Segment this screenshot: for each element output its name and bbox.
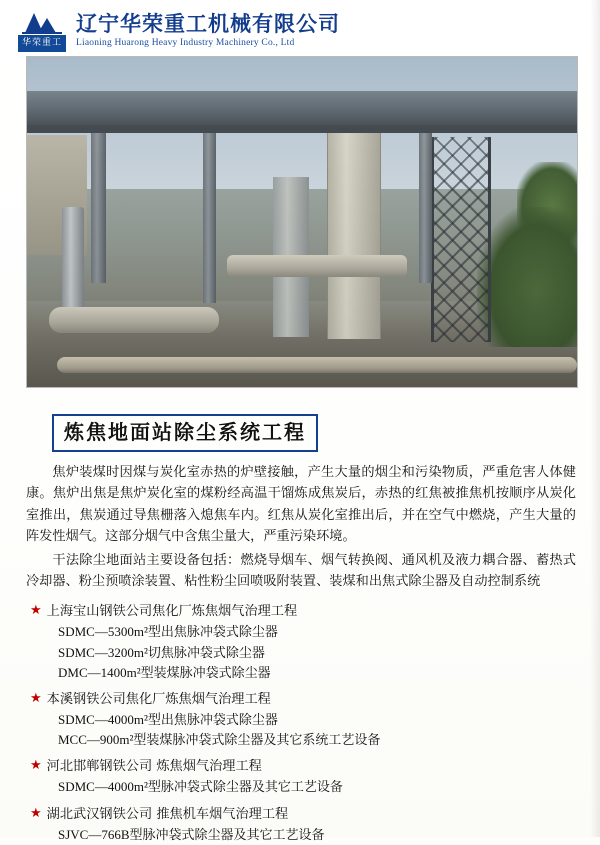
- company-logo: [18, 8, 66, 52]
- paragraph-2: 干法除尘地面站主要设备包括：燃烧导烟车、烟气转换阀、通风机及液力耦合器、蓄热式冷却器、粉尘预喷涂装置、粘性粉尘回喷吸附装置、装煤和出焦式除尘器及自动控制系统: [26, 552, 576, 589]
- project-title: 本溪钢铁公司焦化厂炼焦烟气治理工程: [46, 691, 271, 707]
- project-header: [30, 757, 576, 776]
- section-title-box: [52, 414, 318, 452]
- project-header: [30, 805, 576, 824]
- list-item: [30, 602, 576, 683]
- star-icon: ★: [30, 603, 42, 619]
- body-text: [26, 462, 576, 592]
- page-title: 炼焦地面站除尘系统工程: [64, 420, 306, 444]
- page-header: [0, 0, 600, 52]
- facility-photo: [26, 56, 578, 388]
- equipment-item: SJVC—766B型脉冲袋式除尘器及其它工艺设备: [58, 826, 325, 842]
- equipment-item: SDMC—3200m²切焦脉冲袋式除尘器: [58, 644, 265, 660]
- photo-duct: [147, 387, 577, 388]
- project-list: [30, 602, 576, 845]
- mountain-icon: [22, 9, 62, 34]
- photo-haze-overlay: [27, 57, 577, 387]
- list-item: [30, 805, 576, 845]
- project-header: [30, 690, 576, 709]
- equipment-item: SDMC—4000m²型脉冲袋式除尘器及其它工艺设备: [58, 779, 343, 795]
- equipment-item: SDMC—4000m²型出焦脉冲袋式除尘器: [58, 711, 278, 727]
- project-title: 湖北武汉钢铁公司 推焦机车烟气治理工程: [46, 806, 289, 822]
- section-title-wrap: [0, 400, 600, 452]
- star-icon: ★: [30, 758, 42, 774]
- project-equipment-list: [58, 622, 576, 682]
- list-item: [30, 757, 576, 797]
- company-name-en: Liaoning Huarong Heavy Industry Machinery Co., Ltd: [76, 38, 295, 49]
- project-equipment-list: [58, 777, 576, 797]
- project-header: [30, 602, 576, 621]
- equipment-item: MCC—900m²型装煤脉冲袋式除尘器及其它系统工艺设备: [58, 732, 381, 748]
- logo-text: 华荣重工: [18, 35, 66, 52]
- equipment-item: SDMC—5300m²型出焦脉冲袋式除尘器: [58, 624, 278, 640]
- paragraph-1: 焦炉装煤时因煤与炭化室赤热的炉壁接触，产生大量的烟尘和污染物质，严重危害人体健康。焦炉出焦是焦炉炭化室的煤粉经高温干馏炼成焦炭后，赤热的红焦被推焦机按顺序从炭化室推出，焦炭通过导焦栅落入熄焦车内。红焦从炭化室推出后，并在空气中燃烧，产生大量的阵发性烟气。这部分烟气中含焦尘量大，严重污染环境。: [26, 465, 576, 545]
- equipment-item: DMC—1400m²型装煤脉冲袋式除尘器: [58, 664, 271, 680]
- project-equipment-list: [58, 825, 576, 845]
- project-title: 河北邯郸钢铁公司 炼焦烟气治理工程: [46, 759, 262, 775]
- project-title: 上海宝山钢铁公司焦化厂炼焦烟气治理工程: [46, 604, 298, 620]
- star-icon: ★: [30, 690, 42, 706]
- star-icon: ★: [30, 805, 42, 821]
- logo-emblem: [18, 8, 66, 35]
- project-equipment-list: [58, 710, 576, 750]
- list-item: [30, 690, 576, 750]
- company-name-block: [76, 12, 340, 48]
- company-name-cn: 辽宁华荣重工机械有限公司: [76, 11, 340, 36]
